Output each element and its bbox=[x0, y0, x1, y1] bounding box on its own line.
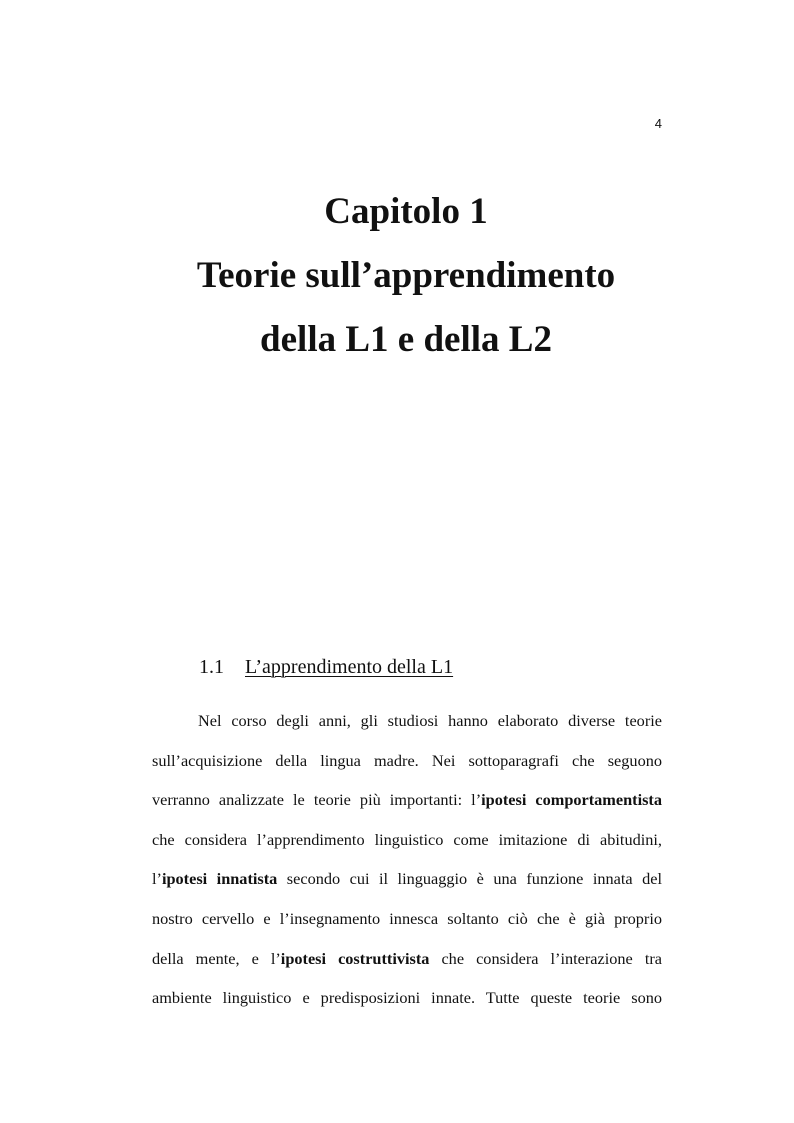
text-run: secondo cui il linguaggio è una funzione innata del bbox=[277, 869, 662, 889]
section-number: 1.1 bbox=[199, 656, 224, 678]
text-run: della mente, e l’ bbox=[152, 948, 281, 968]
section-title: L’apprendimento della L1 bbox=[245, 656, 454, 678]
chapter-title bbox=[0, 180, 794, 372]
chapter-title-line-2: della L1 e della L2 bbox=[260, 319, 552, 360]
emphasis-term: ipotesi innatista bbox=[161, 869, 278, 889]
emphasis-term: ipotesi costruttivista bbox=[280, 948, 430, 968]
chapter-title-line-1: Teorie sull’apprendimento bbox=[196, 255, 616, 296]
page-number: 4 bbox=[654, 116, 662, 131]
paragraph-line bbox=[152, 939, 662, 979]
paragraph-line bbox=[152, 780, 662, 820]
paragraph-line: nostro cervello e l’insegnamento innesca soltanto ciò che è già proprio bbox=[152, 908, 662, 928]
paragraph-line: che considera l’apprendimento linguistico come imitazione di abitudini, bbox=[152, 829, 662, 849]
text-run: che considera l’interazione tra bbox=[429, 948, 662, 968]
paragraph-line: sull’acquisizione della lingua madre. Nei sottoparagrafi che seguono bbox=[152, 750, 662, 770]
paragraph-line: ambiente linguistico e predisposizioni innate. Tutte queste teorie sono bbox=[152, 988, 662, 1008]
body-paragraph bbox=[152, 701, 662, 1018]
section-heading bbox=[199, 655, 453, 679]
paragraph-line bbox=[152, 859, 662, 899]
chapter-label: Capitolo 1 bbox=[324, 191, 488, 232]
text-run: verranno analizzate le teorie più importanti: l’ bbox=[152, 790, 482, 810]
text-run: l’ bbox=[152, 869, 162, 889]
paragraph-line: Nel corso degli anni, gli studiosi hanno elaborato diverse teorie bbox=[198, 711, 662, 730]
emphasis-term: ipotesi comportamentista bbox=[481, 790, 662, 810]
